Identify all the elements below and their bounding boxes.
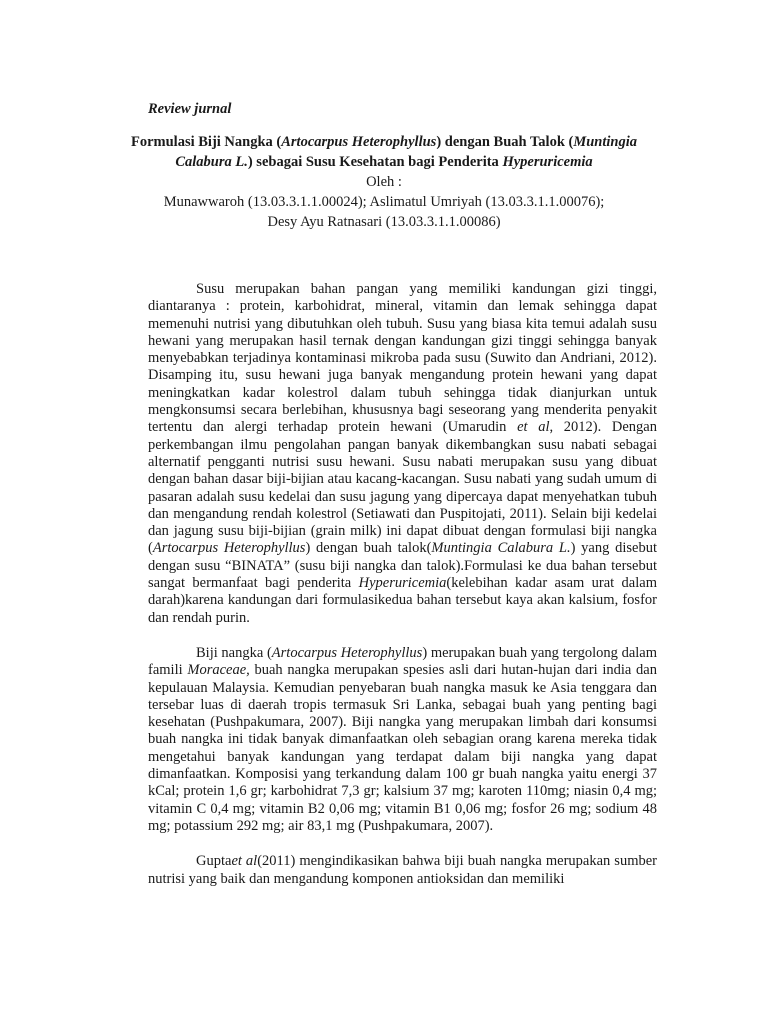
section-label: Review jurnal (148, 101, 232, 117)
paragraph-2: Biji nangka (Artocarpus Heterophyllus) merupakan buah yang tergolong dalam famili Moraceae, buah nangka merupakan spesies asli dari hutan-hujan dari india dan kepulauan Malaysia. Kemudian penyebaran buah nangka masuk ke Asia tenggara dan tersebar luas di daerah tropis termasuk Sri Lanka, sebagai buah yang penting bagi kesehatan (Pushpakumara, 2007). Biji nangka yang merupakan limbah dari konsumsi buah nangka ini tidak banyak dimanfaatkan oleh sebagian orang karena mereka tidak mengetahui banyak kandungan yang terdapat dalam biji nangka yang dapat dimanfaatkan. Komposisi yang terkandung dalam 100 gr buah nangka yaitu energi 37 kCal; protein 1,6 gr; karbohidrat 7,3 gr; kalsium 37 mg; karoten 110mg; niasin 0,4 mg; vitamin C 0,4 mg; vitamin B2 0,06 mg; vitamin B1 0,06 mg; fosfor 26 mg; sodium 48 mg; potassium 292 mg; air 83,1 mg (Pushpakumara, 2007). (148, 644, 657, 834)
authors-line: Munawwaroh (13.03.3.1.1.00024); Aslimatul Umriyah (13.03.3.1.1.00076); (163, 194, 605, 210)
species-name: Muntingia Calabura L. (175, 134, 638, 170)
species-name: Artocarpus Heterophyllus (281, 134, 437, 150)
condition-name: Hyperuricemia (502, 154, 593, 170)
byline: Oleh : (366, 174, 402, 190)
authors-line: Desy Ayu Ratnasari (13.03.3.1.1.00086) (267, 214, 501, 230)
body-text (148, 281, 657, 906)
title-block (110, 132, 658, 232)
paragraph-1: Susu merupakan bahan pangan yang memiliki kandungan gizi tinggi, diantaranya : protein, karbohidrat, mineral, vitamin dan lemak sehingga dapat memenuhi nutrisi yang dibutuhkan oleh tubuh. Susu yang biasa kita temui adalah susu hewani yang merupakan hasil ternak dengan kandungan gizi tinggi sehingga banyak menyebabkan terjadinya kontaminasi mikroba pada susu (Suwito dan Andriani, 2012). Disamping itu, susu hewani juga banyak mengandung protein hewani yang dapat meningkatkan kadar kolestrol dalam tubuh sehingga tidak dianjurkan untuk mengkonsumsi secara berlebihan, khususnya bagi seseorang yang menderita penyakit tertentu dan alergi terhadap protein hewani (Umarudin et al, 2012). Dengan perkembangan ilmu pengolahan pangan banyak dikembangkan susu nabati sebagai alternatif pengganti nutrisi susu hewani. Susu nabati merupakan susu yang dibuat dengan bahan dasar biji-bijian atau kacang-kacangan. Susu nabati yang sudah umum di pasaran adalah susu kedelai dan susu jagung yang dipercaya dapat menyehatkan tubuh dan mengandung rendah kolestrol (Setiawati dan Puspitojati, 2011). Selain biji kedelai dan jagung susu biji-bijian (grain milk) ini dapat dibuat dengan formulasi biji nangka (Artocarpus Heterophyllus) dengan buah talok(Muntingia Calabura L.) yang disebut dengan susu “BINATA” (susu biji nangka dan talok).Formulasi ke dua bahan tersebut sangat bermanfaat bagi penderita Hyperuricemia(kelebihan kadar asam urat dalam darah)karena kandungan dari formulasikedua bahan tersebut kaya akan kalsium, fosfor dan rendah purin. (148, 281, 657, 626)
document-title: Formulasi Biji Nangka (Artocarpus Heterophyllus) dengan Buah Talok (Muntingia Calabura L.) sebagai Susu Kesehatan bagi Penderita Hyperuricemia (130, 134, 638, 170)
paragraph-3: Guptaet al(2011) mengindikasikan bahwa biji buah nangka merupakan sumber nutrisi yang baik dan mengandung komponen antioksidan dan memiliki (148, 853, 657, 887)
